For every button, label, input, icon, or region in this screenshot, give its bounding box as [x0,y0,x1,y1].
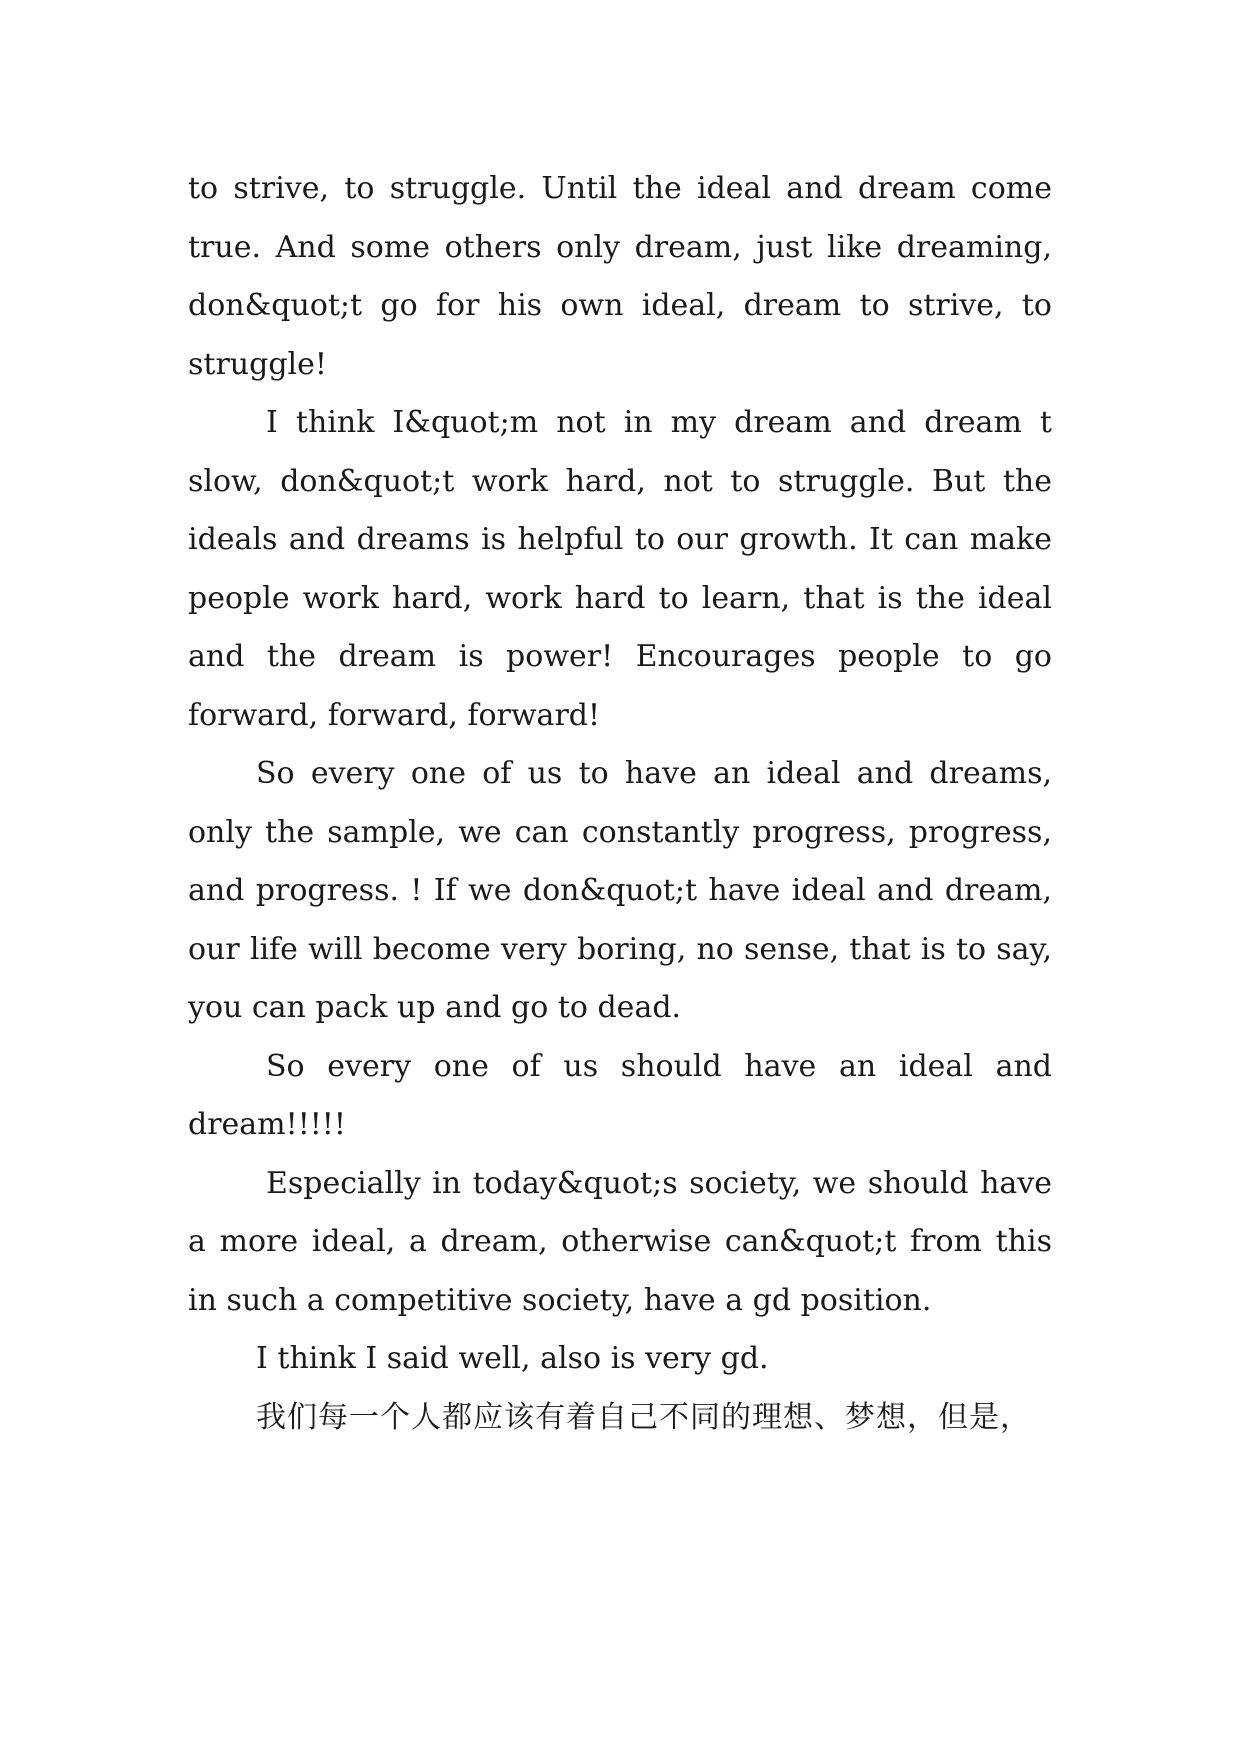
paragraph-1: to strive, to struggle. Until the ideal and dream come true. And some others only dream, just like dreaming, don&quot;t go for his own ideal, dream to strive, to struggle! [188,171,1052,382]
paragraph-3: So every one of us to have an ideal and dreams, only the sample, we can constantly progress, progress, and progress. ! If we don&quot;t have ideal and dream, our life will become very boring, no sense, that is to say, you can pack up and go to dead. [188,756,1052,1025]
paragraph-6: I think I said well, also is very gd. [256,1341,769,1376]
paragraph-2: I think I&quot;m not in my dream and dream t slow, don&quot;t work hard, not to struggle. But the ideals and dreams is helpful to our growth. It can make people work hard, work hard to learn, that is the ideal and the dream is power! Encourages people to go forward, forward, forward! [188,405,1052,733]
paragraph-4: So every one of us should have an ideal and dream!!!!! [188,1048,1052,1142]
document-body [188,160,1052,1447]
paragraph-7: 我们每一个人都应该有着自己不同的理想、梦想，但是， [256,1399,1031,1435]
paragraph-5: Especially in today&quot;s society, we should have a more ideal, a dream, otherwise can&quot;t from this in such a competitive society, have a gd position. [188,1165,1052,1318]
